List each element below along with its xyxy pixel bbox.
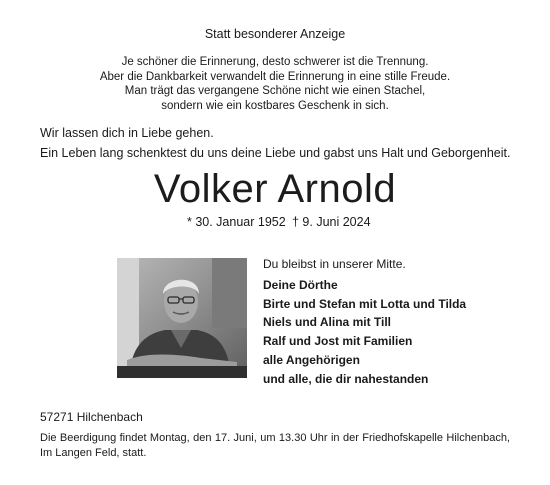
intro-text [40,123,510,163]
funeral-info: Die Beerdigung findet Montag, den 17. Juni, um 13.30 Uhr in der Friedhofskapelle Hilchenbach, Im Langen Feld, statt. [40,432,510,459]
poem-line: Aber die Dankbarkeit verwandelt die Erinnerung in eine stille Freude. [99,70,451,83]
portrait-photo [117,258,247,378]
poem-line: Je schöner die Erinnerung, desto schwerer ist die Trennung. [121,56,429,68]
mourner-line: Birte und Stefan mit Lotta und Tilda [263,296,467,311]
mourner-line: und alle, die dir nahestanden [263,371,429,386]
notice-header: Statt besonderer Anzeige [204,27,346,41]
memorial-phrase: Du bleibst in unserer Mitte. [263,257,406,271]
mourner-line: Deine Dörthe [263,278,338,292]
death-date: † 9. Juni 2024 [292,215,371,229]
mourner-line: alle Angehörigen [263,352,360,367]
mourner-line: Niels und Alina mit Till [263,315,392,330]
postal-city: 57271 Hilchenbach [40,410,143,424]
poem [0,55,550,113]
intro-line: Wir lassen dich in Liebe gehen. [40,126,214,140]
intro-line: Ein Leben lang schenktest du uns deine Liebe und gabst uns Halt und Geborgenheit. [40,146,511,160]
deceased-name: Volker Arnold [153,167,397,211]
mourner-line: Ralf und Jost mit Familien [263,334,413,349]
poem-line: sondern wie ein kostbares Geschenk in sich. [161,99,389,112]
mourners-list [263,276,466,388]
birth-date: * 30. Januar 1952 [187,215,286,229]
poem-line: Man trägt das vergangene Schöne nicht wie einen Stachel, [124,85,426,97]
